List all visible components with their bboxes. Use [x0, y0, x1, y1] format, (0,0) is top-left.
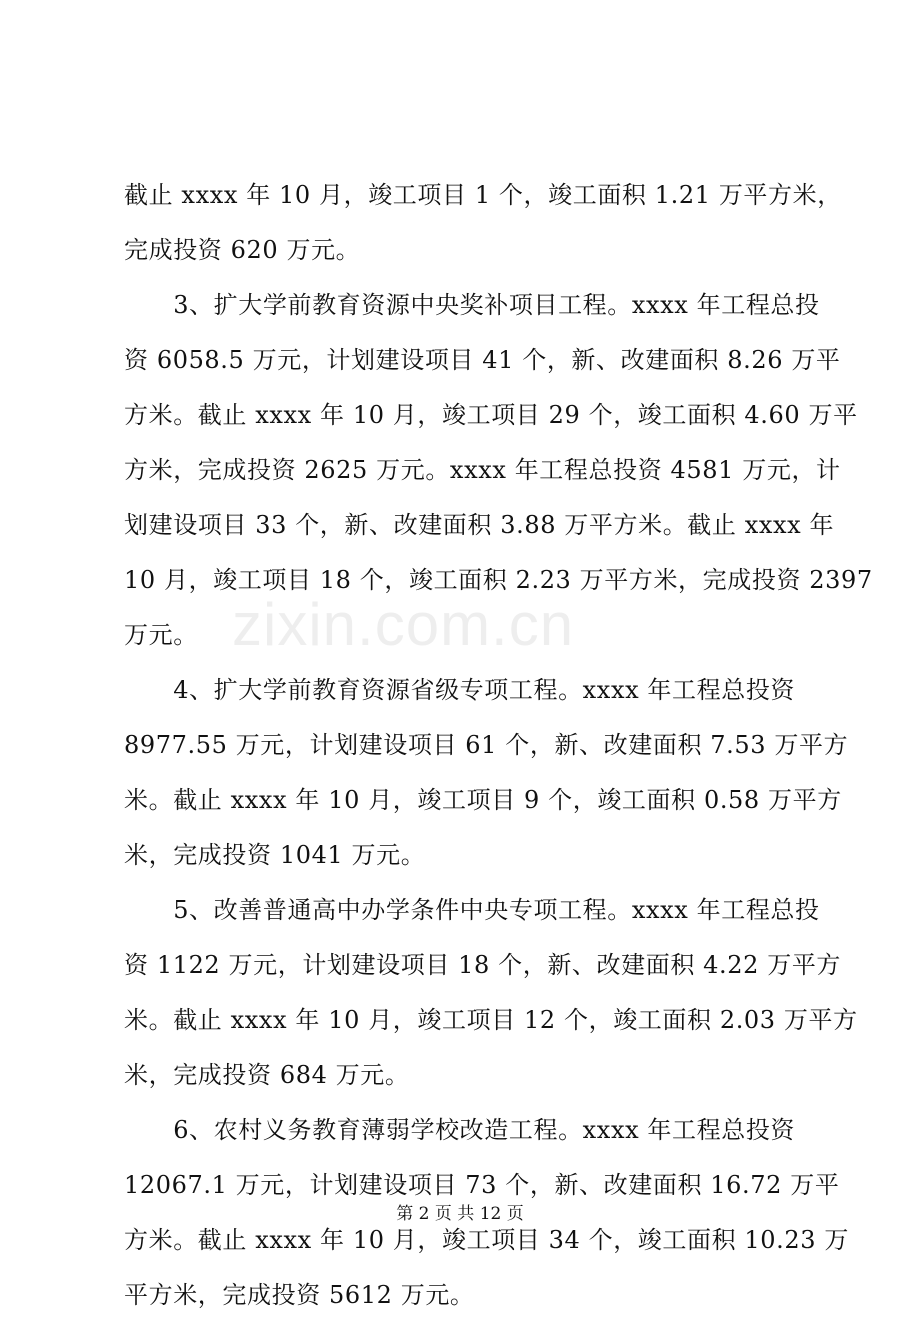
text-line: 米，完成投资 1041 万元。 [124, 841, 426, 869]
text-line: 米。截止 xxxx 年 10 月，竣工项目 12 个，竣工面积 2.03 万平方 [124, 1006, 858, 1034]
text-line: 划建设项目 33 个，新、改建面积 3.88 万平方米。截止 xxxx 年 [124, 511, 835, 539]
text-line: 资 1122 万元，计划建设项目 18 个，新、改建面积 4.22 万平方 [124, 951, 842, 979]
text-line: 8977.55 万元，计划建设项目 61 个，新、改建面积 7.53 万平方 [124, 731, 849, 759]
text-line: 6、农村义务教育薄弱学校改造工程。xxxx 年工程总投资 [124, 1116, 796, 1144]
page-footer: 第 2 页 共 12 页 [396, 1204, 524, 1224]
text-line: 万元。 [124, 621, 198, 649]
text-line: 5、改善普通高中办学条件中央专项工程。xxxx 年工程总投 [124, 896, 820, 924]
text-line: 米，完成投资 684 万元。 [124, 1061, 410, 1089]
text-line: 资 6058.5 万元，计划建设项目 41 个，新、改建面积 8.26 万平 [124, 346, 841, 374]
text-line: 12067.1 万元，计划建设项目 73 个，新、改建面积 16.72 万平 [124, 1171, 840, 1199]
text-line: 方米。截止 xxxx 年 10 月，竣工项目 29 个，竣工面积 4.60 万平 [124, 401, 858, 429]
text-line: 截止 xxxx 年 10 月，竣工项目 1 个，竣工面积 1.21 万平方米， [124, 181, 842, 209]
watermark: zixin.com.cn [232, 591, 575, 658]
text-line: 完成投资 620 万元。 [124, 236, 361, 264]
text-line: 米。截止 xxxx 年 10 月，竣工项目 9 个，竣工面积 0.58 万平方 [124, 786, 842, 814]
text-line: 方米。截止 xxxx 年 10 月，竣工项目 34 个，竣工面积 10.23 万 [124, 1226, 849, 1254]
text-line: 方米，完成投资 2625 万元。xxxx 年工程总投资 4581 万元，计 [124, 456, 841, 484]
text-line: 10 月，竣工项目 18 个，竣工面积 2.23 万平方米，完成投资 2397 [124, 566, 873, 594]
text-line: 3、扩大学前教育资源中央奖补项目工程。xxxx 年工程总投 [124, 291, 820, 319]
document-body [124, 168, 873, 1323]
text-line: 4、扩大学前教育资源省级专项工程。xxxx 年工程总投资 [124, 676, 796, 704]
text-line: 平方米，完成投资 5612 万元。 [124, 1281, 475, 1309]
